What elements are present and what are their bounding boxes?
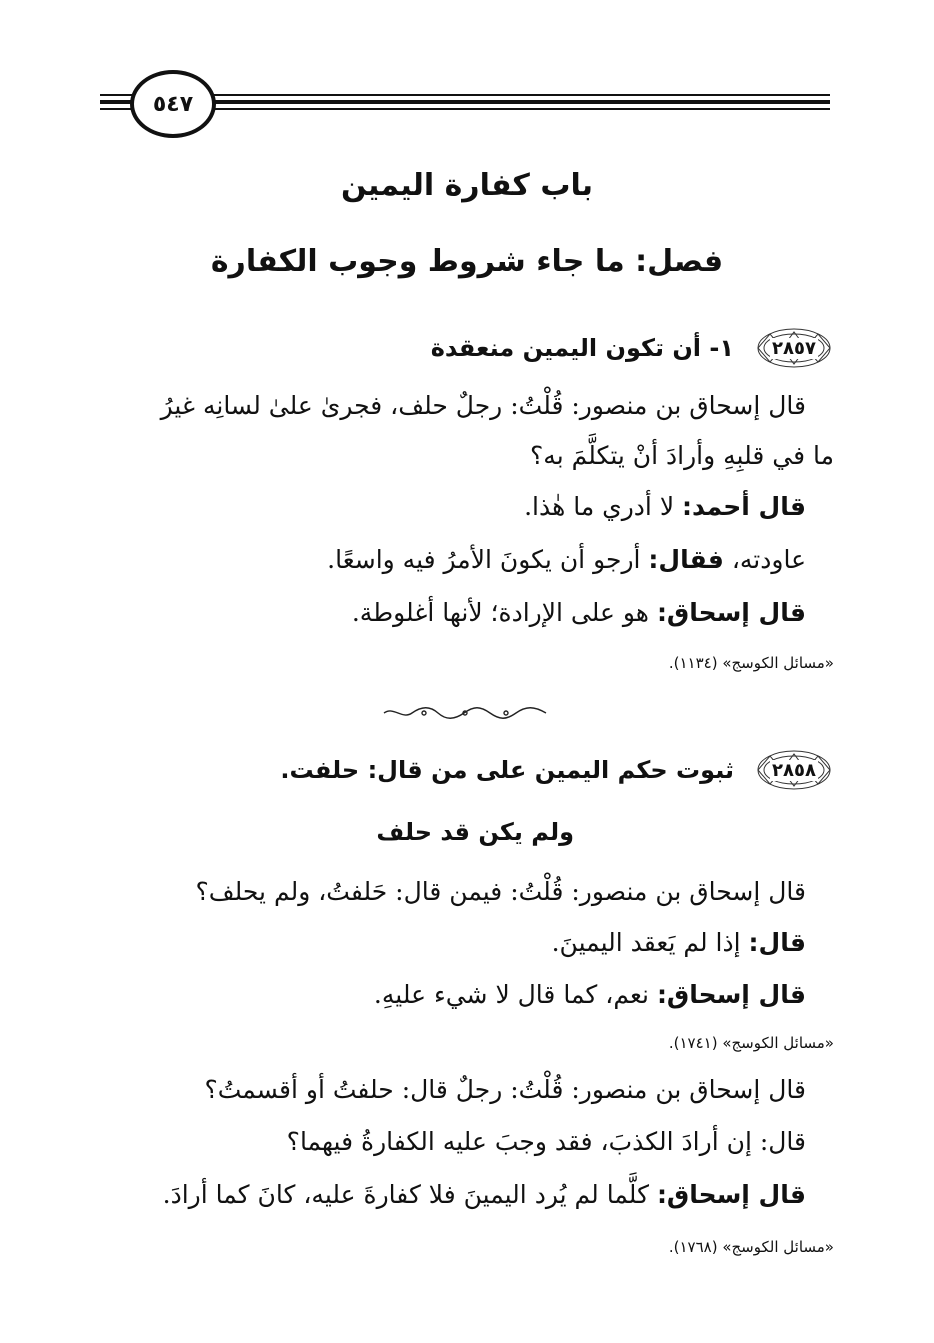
chapter-title: باب كفارة اليمين — [341, 168, 593, 203]
item-heading: ١- أن تكون اليمين منعقدة — [430, 334, 734, 362]
question-line: قال إسحاق بن منصور: قُلْتُ: رجلٌ قال: حلفتُ أو أقسمتُ؟ — [204, 1075, 806, 1104]
answer-line: قال: إذا لم يَعقد اليمينَ. — [551, 928, 806, 957]
answer-line: قال: إن أرادَ الكذبَ، فقد وجبَ عليه الكفارةُ فيهما؟ — [286, 1127, 806, 1156]
answer-line: قال إسحاق: نعم، كما قال لا شيء عليهِ. — [373, 980, 806, 1009]
answer-line: عاودته، فقال: أرجو أن يكونَ الأمرُ فيه واسعًا. — [327, 545, 806, 574]
divider-ornament-icon — [380, 706, 550, 720]
question-line: قال إسحاق بن منصور: قُلْتُ: فيمن قال: حَلفتُ، ولم يحلف؟ — [195, 877, 806, 906]
source-citation: «مسائل الكوسج» (١٧٤١). — [668, 1034, 834, 1052]
question-line: قال إسحاق بن منصور: قُلْتُ: رجلٌ حلف، فجرىٰ علىٰ لسانِه غيرُ — [160, 391, 806, 420]
item-heading: ولم يكن قد حلف — [376, 818, 574, 846]
page-number: ٥٤٧ — [130, 70, 216, 138]
item-heading: ثبوت حكم اليمين على من قال: حلفت. — [280, 756, 734, 784]
question-line: ما في قلبِهِ وأرادَ أنْ يتكلَّمَ به؟ — [530, 441, 834, 470]
answer-line: قال إسحاق: كلَّما لم يُرد اليمينَ فلا كفارةَ عليه، كانَ كما أرادَ. — [162, 1180, 806, 1209]
source-citation: «مسائل الكوسج» (١٧٦٨). — [668, 1238, 834, 1256]
answer-line: قال أحمد: لا أدري ما هٰذا. — [524, 492, 806, 521]
item-number-badge: ٢٨٥٨ — [754, 748, 834, 792]
source-citation: «مسائل الكوسج» (١١٣٤). — [668, 654, 834, 672]
item-number-badge: ٢٨٥٧ — [754, 326, 834, 370]
answer-line: قال إسحاق: هو على الإرادة؛ لأنها أغلوطة. — [351, 598, 806, 627]
section-title: فصل: ما جاء شروط وجوب الكفارة — [210, 244, 724, 279]
